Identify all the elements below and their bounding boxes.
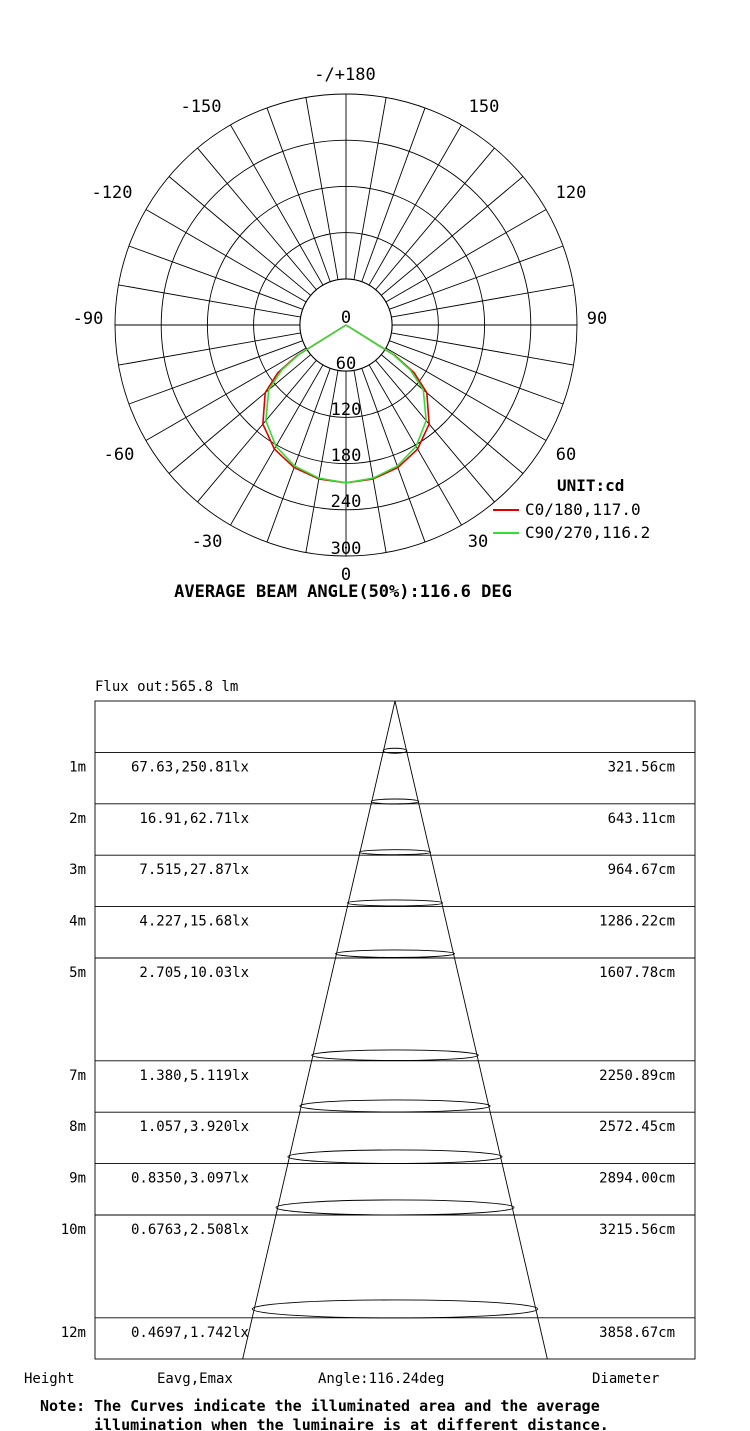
row-height-label: 2m — [69, 810, 86, 827]
polar-spoke — [386, 210, 546, 303]
polar-spoke — [391, 285, 573, 317]
beam-angle-annotation: AVERAGE BEAM ANGLE(50%):116.6 DEG — [174, 582, 512, 602]
angle-label-right-120: 120 — [555, 183, 587, 203]
row-illuminance-values: 67.63,250.81lx — [130, 759, 249, 776]
polar-spoke — [267, 368, 330, 542]
polar-spoke — [231, 125, 324, 285]
angle-label-left-150: -150 — [180, 97, 222, 117]
polar-spoke — [389, 246, 563, 309]
row-diameter: 321.56cm — [607, 759, 675, 776]
polar-spoke — [119, 333, 301, 365]
polar-spoke — [231, 365, 324, 525]
polar-spoke — [119, 285, 301, 317]
polar-spoke — [146, 348, 306, 441]
angle-label-right-30: 30 — [467, 532, 489, 552]
row-height-label: 9m — [69, 1170, 86, 1187]
row-height-label: 1m — [69, 759, 86, 776]
angle-label-left-30: -30 — [191, 532, 223, 552]
note-label: Note: — [40, 1397, 86, 1415]
row-height-label: 4m — [69, 913, 86, 930]
row-diameter: 2572.45cm — [599, 1119, 675, 1136]
legend-label-c90: C90/270,116.2 — [525, 523, 651, 542]
polar-spoke — [362, 368, 425, 542]
polar-spoke — [381, 177, 523, 296]
column-header-angle: Angle:116.24deg — [318, 1371, 445, 1387]
row-diameter: 964.67cm — [607, 862, 675, 879]
angle-label-left-60: -60 — [103, 445, 135, 465]
angle-label-right-90: 90 — [586, 309, 608, 329]
row-illuminance-values: 16.91,62.71lx — [139, 810, 249, 827]
cone-ellipse — [371, 799, 419, 804]
cone-ellipse — [312, 1050, 479, 1060]
flux-out-label: Flux out:565.8 lm — [95, 679, 239, 695]
row-illuminance-values: 1.057,3.920lx — [139, 1119, 249, 1136]
cone-edge-right — [395, 701, 547, 1359]
polar-spoke — [362, 108, 425, 282]
polar-spoke — [198, 360, 317, 502]
angle-label-right-150: 150 — [468, 97, 500, 117]
angle-label-left-90: -90 — [72, 309, 104, 329]
row-illuminance-values: 0.8350,3.097lx — [130, 1170, 249, 1187]
row-height-label: 10m — [60, 1222, 86, 1238]
row-diameter: 2894.00cm — [599, 1170, 675, 1187]
cone-ellipse — [347, 900, 442, 906]
row-illuminance-values: 7.515,27.87lx — [139, 862, 249, 879]
radial-label-120: 120 — [330, 400, 362, 420]
angle-label-left-120: -120 — [91, 183, 133, 203]
row-diameter: 2250.89cm — [599, 1067, 675, 1084]
row-height-label: 12m — [60, 1324, 86, 1341]
angle-label-right-60: 60 — [555, 445, 577, 465]
cone-ellipse — [300, 1100, 490, 1112]
cone-ellipse — [359, 850, 430, 855]
row-diameter: 1286.22cm — [599, 913, 675, 930]
polar-spoke — [389, 341, 563, 404]
note-line-2: illumination when the luminaire is at different distance. — [94, 1416, 609, 1431]
polar-spoke — [354, 98, 386, 280]
column-header-eavg-emax: Eavg,Emax — [157, 1371, 233, 1387]
legend-label-c0: C0/180,117.0 — [525, 500, 641, 519]
polar-spoke — [376, 360, 495, 502]
radial-label-0: 0 — [340, 308, 352, 328]
angle-label-top: -/+180 — [314, 65, 376, 85]
polar-spoke — [146, 210, 306, 303]
polar-spoke — [391, 333, 573, 365]
column-header-height: Height — [24, 1371, 75, 1387]
note-line-1: The Curves indicate the illuminated area and the average — [94, 1397, 600, 1415]
row-height-label: 8m — [69, 1119, 86, 1136]
cone-rows — [61, 748, 695, 1341]
polar-spoke — [376, 148, 495, 290]
row-illuminance-values: 2.705,10.03lx — [139, 965, 249, 981]
column-header-diameter: Diameter — [592, 1371, 660, 1387]
cone-ellipse — [288, 1150, 502, 1163]
polar-spoke — [198, 148, 317, 290]
row-height-label: 3m — [69, 862, 86, 879]
row-illuminance-values: 1.380,5.119lx — [139, 1067, 249, 1084]
polar-spoke — [169, 355, 311, 474]
angle-label-bottom: 0 — [340, 565, 352, 585]
polar-spoke — [386, 348, 546, 441]
row-diameter: 1607.78cm — [599, 965, 675, 981]
cone-edge-left — [243, 701, 395, 1359]
row-illuminance-values: 0.6763,2.508lx — [130, 1222, 249, 1238]
polar-spoke — [129, 246, 303, 309]
row-illuminance-values: 0.4697,1.742lx — [130, 1324, 249, 1341]
cone-lines — [243, 701, 548, 1359]
radial-label-240: 240 — [330, 492, 362, 512]
polar-spoke — [369, 365, 462, 525]
cone-ellipse — [252, 1300, 538, 1318]
row-height-label: 5m — [69, 965, 86, 981]
polar-spoke — [381, 355, 523, 474]
polar-spoke — [169, 177, 311, 296]
cone-ellipse — [336, 950, 455, 957]
polar-spoke — [306, 98, 338, 280]
row-illuminance-values: 4.227,15.68lx — [139, 913, 249, 930]
polar-spoke — [129, 341, 303, 404]
polar-spoke — [369, 125, 462, 285]
radial-label-300: 300 — [330, 539, 362, 559]
row-diameter: 3858.67cm — [599, 1324, 675, 1341]
radial-label-60: 60 — [335, 354, 357, 374]
polar-intensity-chart — [0, 0, 750, 615]
illuminance-cone-diagram — [0, 615, 750, 1431]
cone-frame — [95, 701, 695, 1359]
polar-spoke — [267, 108, 330, 282]
row-diameter: 643.11cm — [607, 810, 675, 827]
row-height-label: 7m — [69, 1067, 86, 1084]
radial-label-180: 180 — [330, 446, 362, 466]
unit-label: UNIT:cd — [557, 476, 625, 495]
row-diameter: 3215.56cm — [599, 1222, 675, 1238]
cone-ellipse — [276, 1200, 514, 1215]
